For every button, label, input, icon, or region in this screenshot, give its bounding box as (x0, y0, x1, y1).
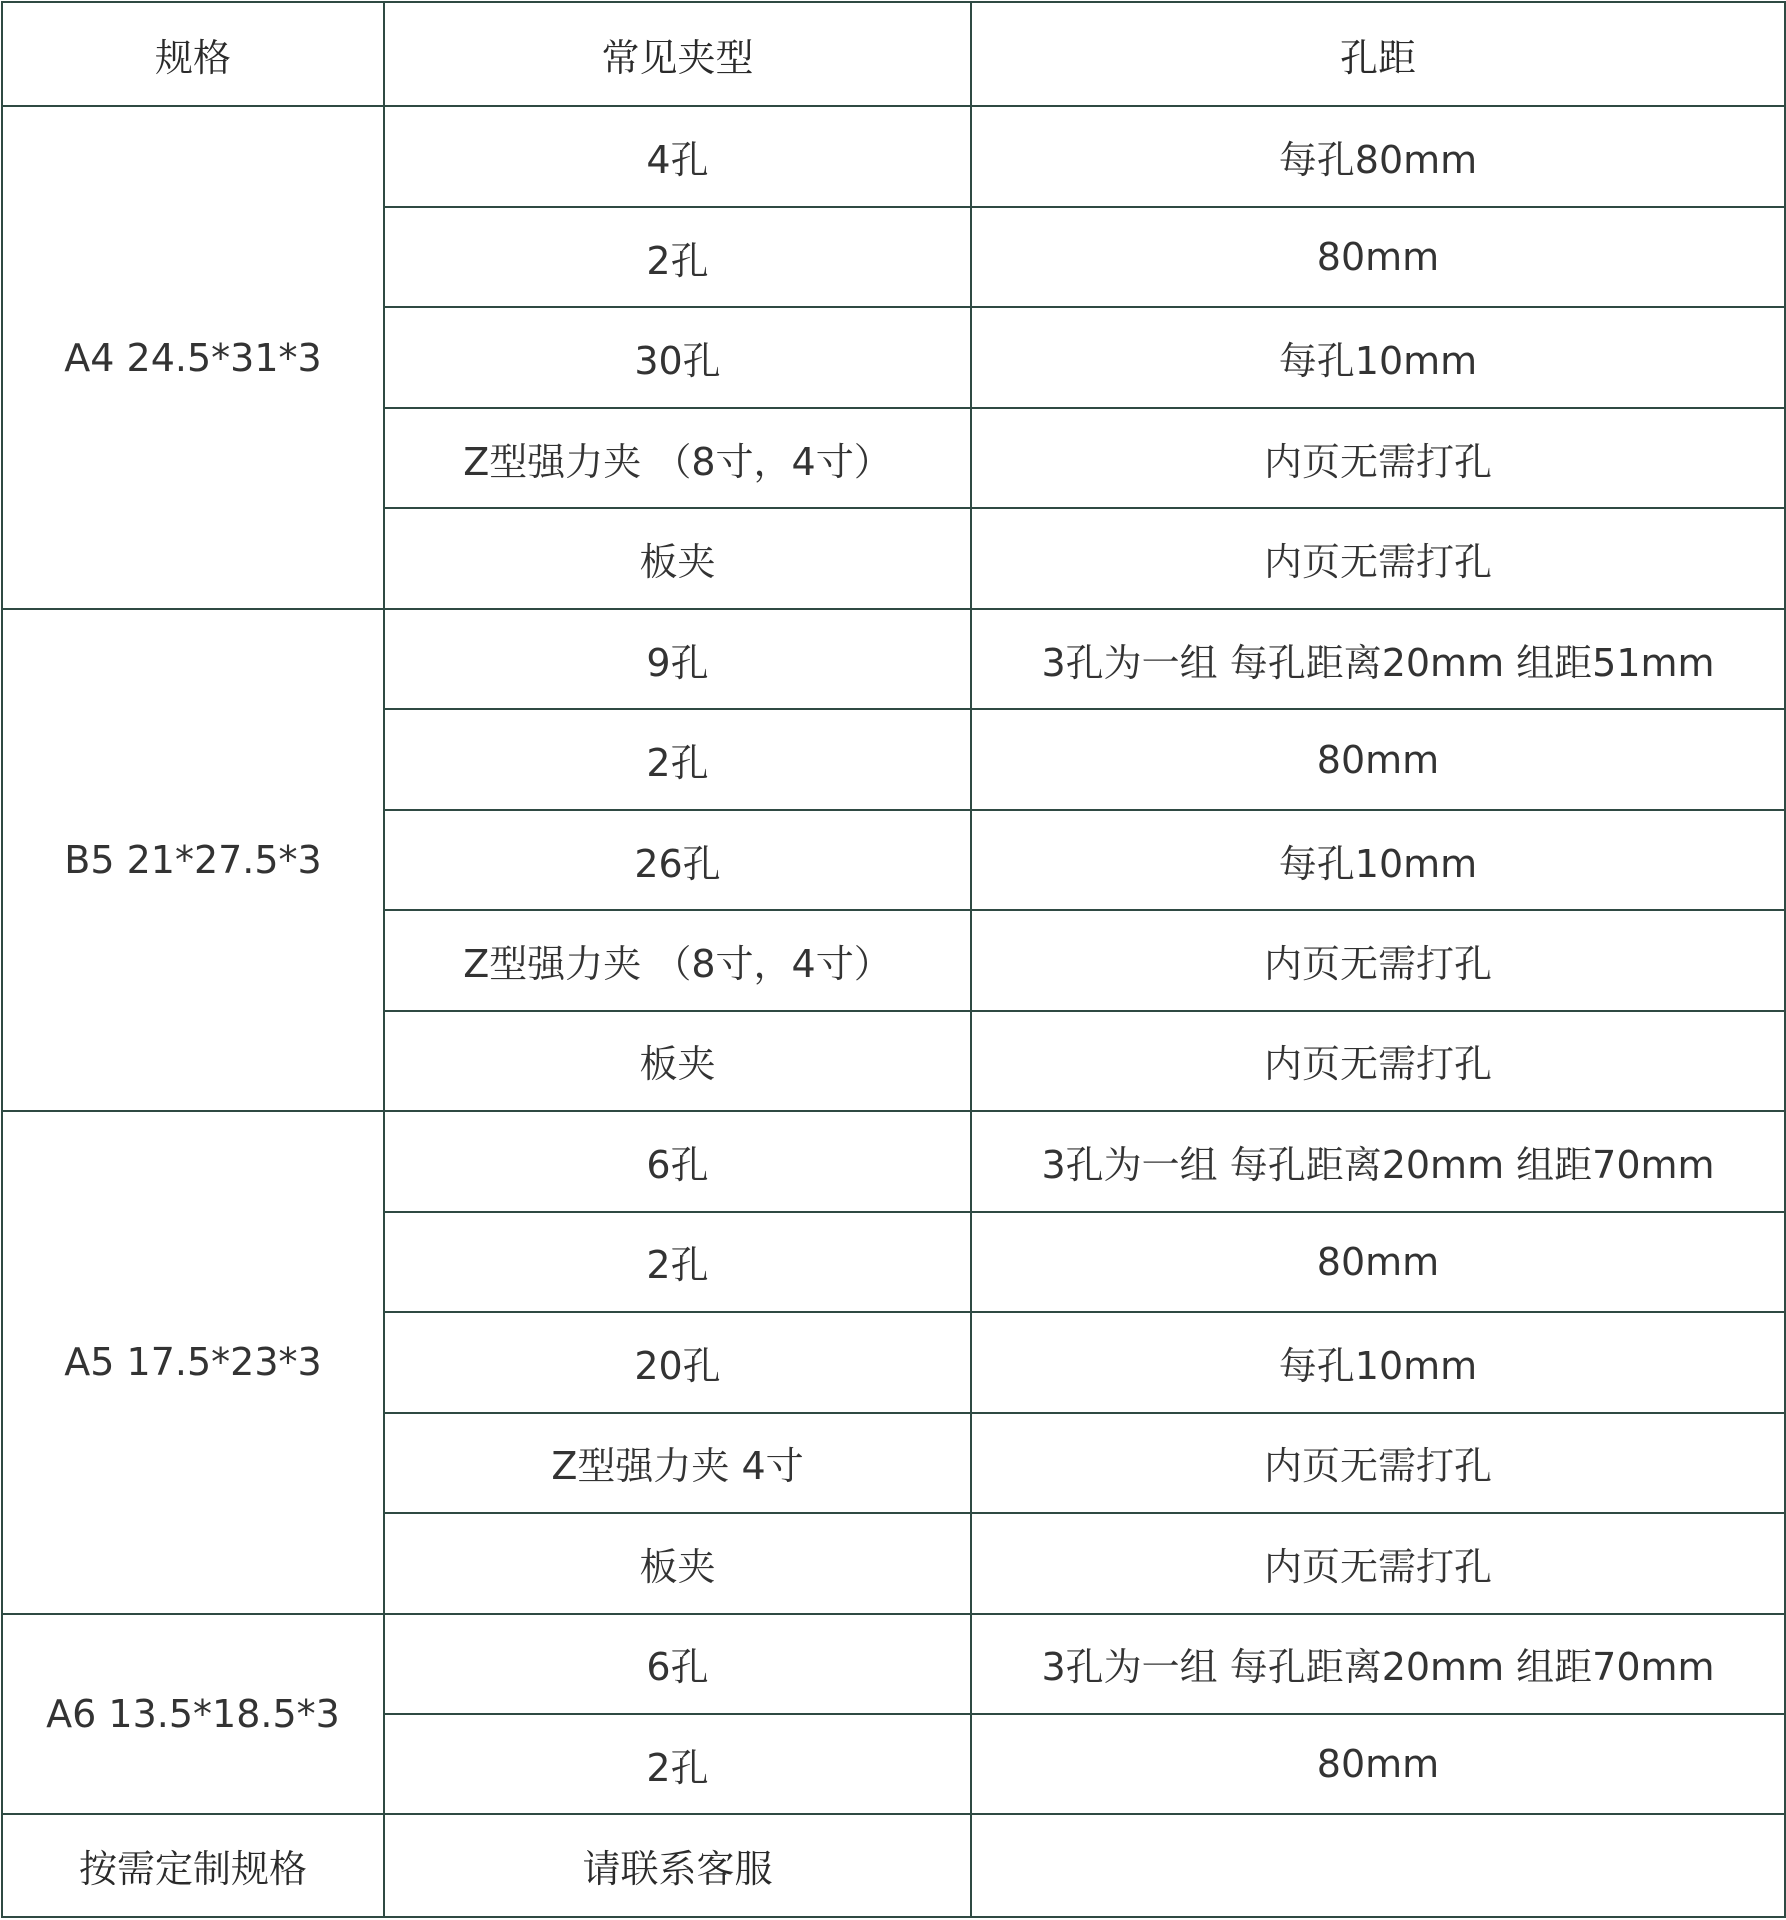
clip-cell: 板夹 (384, 508, 971, 608)
spacing-cell: 每孔80mm (971, 106, 1785, 206)
clip-cell: 2孔 (384, 709, 971, 809)
table-row (2, 1614, 1785, 1714)
spacing-cell: 内页无需打孔 (971, 1513, 1785, 1613)
clip-cell: Z型强力夹 4寸 (384, 1413, 971, 1513)
clip-cell: 板夹 (384, 1513, 971, 1613)
spacing-cell: 80mm (971, 1212, 1785, 1312)
spec-cell: A4 24.5*31*3 (2, 106, 384, 608)
clip-cell: 板夹 (384, 1011, 971, 1111)
clip-cell: 6孔 (384, 1111, 971, 1211)
spec-cell: A5 17.5*23*3 (2, 1111, 384, 1613)
header-clip-type: 常见夹型 (384, 2, 971, 106)
clip-cell: 26孔 (384, 810, 971, 910)
spec-table (1, 1, 1786, 1918)
spacing-cell: 3孔为一组 每孔距离20mm 组距51mm (971, 609, 1785, 709)
spacing-cell: 80mm (971, 709, 1785, 809)
spacing-cell: 3孔为一组 每孔距离20mm 组距70mm (971, 1111, 1785, 1211)
spacing-cell: 内页无需打孔 (971, 1413, 1785, 1513)
table-row (2, 609, 1785, 709)
custom-spec-cell: 按需定制规格 (2, 1814, 384, 1917)
spacing-cell: 内页无需打孔 (971, 408, 1785, 508)
spacing-cell: 80mm (971, 1714, 1785, 1814)
table-footer-row (2, 1814, 1785, 1917)
table-row (2, 1111, 1785, 1211)
clip-cell: 30孔 (384, 307, 971, 407)
clip-cell: 2孔 (384, 1714, 971, 1814)
contact-service-cell: 请联系客服 (384, 1814, 971, 1917)
spacing-cell: 80mm (971, 207, 1785, 307)
header-hole-spacing: 孔距 (971, 2, 1785, 106)
table-row (2, 106, 1785, 206)
clip-cell: Z型强力夹 （8寸，4寸） (384, 408, 971, 508)
clip-cell: 2孔 (384, 207, 971, 307)
spec-cell: A6 13.5*18.5*3 (2, 1614, 384, 1815)
spacing-cell: 3孔为一组 每孔距离20mm 组距70mm (971, 1614, 1785, 1714)
spacing-cell: 每孔10mm (971, 1312, 1785, 1412)
clip-cell: 6孔 (384, 1614, 971, 1714)
table-header-row (2, 2, 1785, 106)
spacing-cell: 内页无需打孔 (971, 508, 1785, 608)
spacing-cell: 内页无需打孔 (971, 1011, 1785, 1111)
header-spec: 规格 (2, 2, 384, 106)
spacing-cell: 每孔10mm (971, 810, 1785, 910)
clip-cell: 9孔 (384, 609, 971, 709)
empty-cell (971, 1814, 1785, 1917)
spec-cell: B5 21*27.5*3 (2, 609, 384, 1111)
clip-cell: Z型强力夹 （8寸，4寸） (384, 910, 971, 1010)
clip-cell: 4孔 (384, 106, 971, 206)
clip-cell: 20孔 (384, 1312, 971, 1412)
spacing-cell: 内页无需打孔 (971, 910, 1785, 1010)
clip-cell: 2孔 (384, 1212, 971, 1312)
spacing-cell: 每孔10mm (971, 307, 1785, 407)
